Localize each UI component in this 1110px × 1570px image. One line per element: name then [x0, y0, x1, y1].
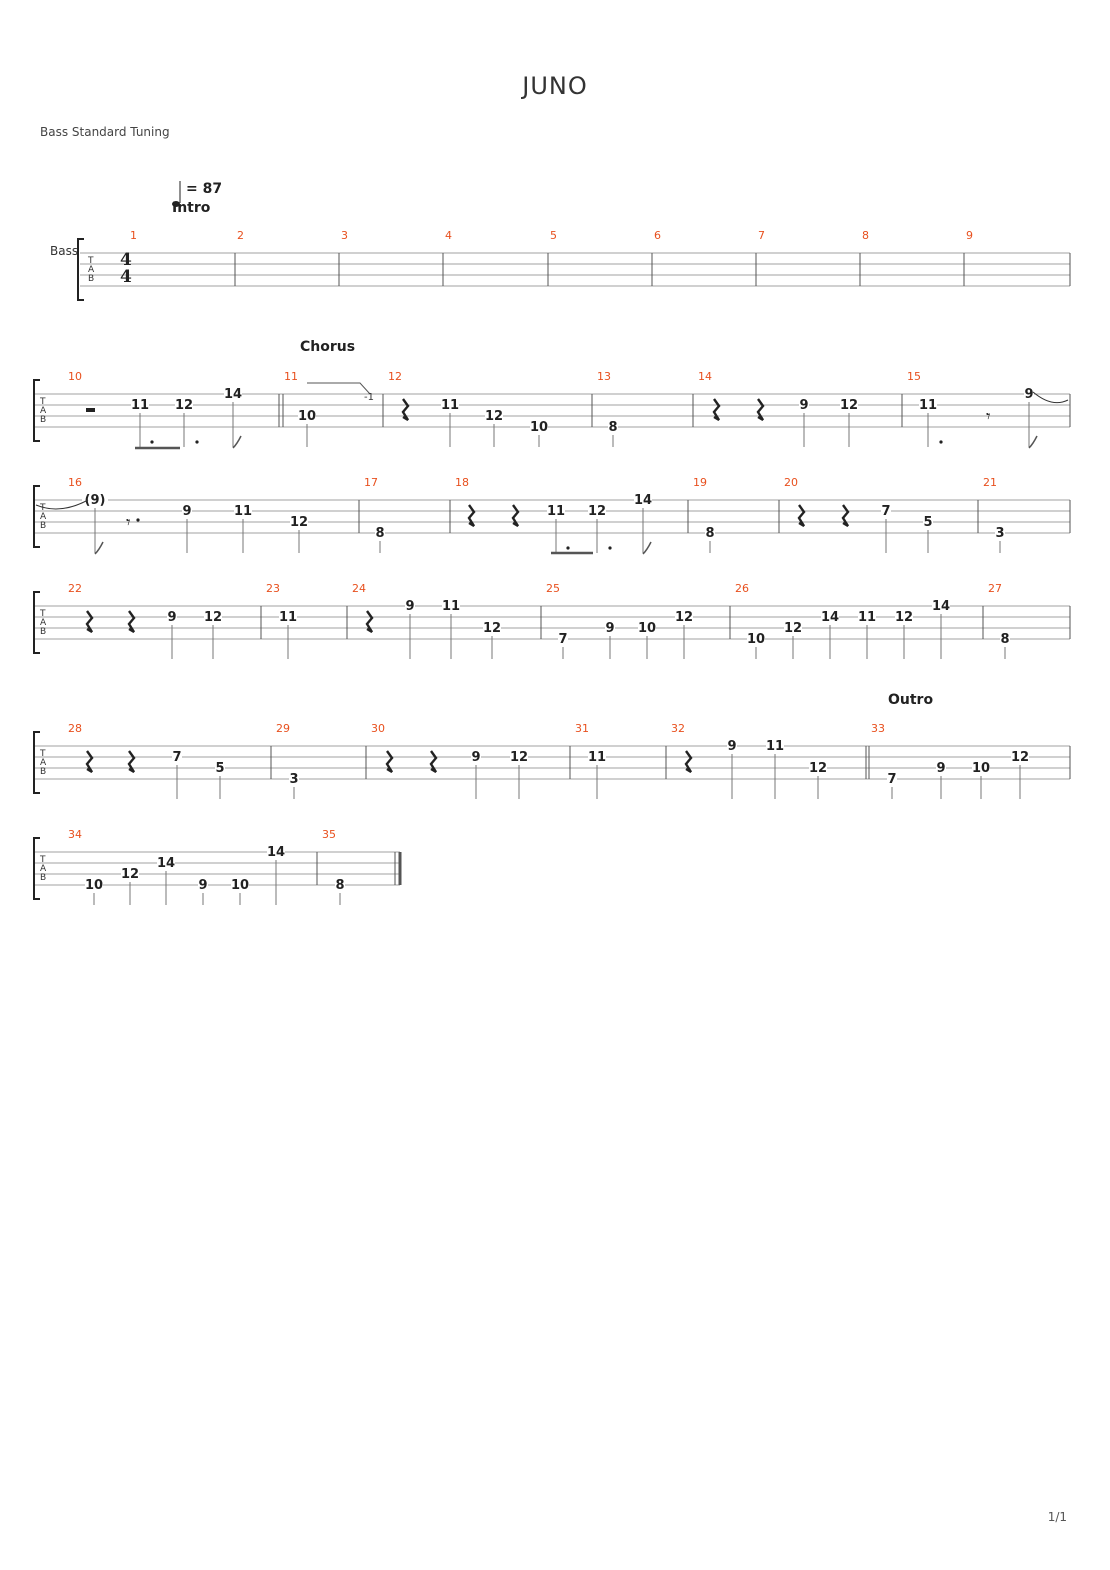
fret-number: 12 [894, 610, 914, 625]
fret-number: 11 [440, 398, 460, 413]
quarter-rest [403, 399, 408, 420]
note-flag [95, 542, 103, 554]
measure-number: 26 [735, 582, 749, 595]
score-title: JUNO [522, 72, 588, 100]
measure-number: 22 [68, 582, 82, 595]
measure-number: 18 [455, 476, 469, 489]
quarter-rest [87, 751, 92, 772]
measure-number: 35 [322, 828, 336, 841]
measure-number: 13 [597, 370, 611, 383]
note-flag [233, 436, 241, 448]
measure-number: 5 [550, 229, 557, 242]
fret-number: 12 [1010, 750, 1030, 765]
section-label-intro: Intro [172, 200, 211, 216]
rhythm-dot [195, 440, 198, 443]
tab-clef-letter: A [88, 265, 95, 275]
measure-number: 11 [284, 370, 298, 383]
fret-number: 9 [1024, 387, 1034, 402]
measure-number: 19 [693, 476, 707, 489]
fret-number: 11 [546, 504, 566, 519]
measure-number: 29 [276, 722, 290, 735]
rhythm-dot [608, 546, 611, 549]
fret-number: 12 [484, 409, 504, 424]
tab-clef-letter: B [88, 274, 95, 284]
fret-number: 5 [923, 515, 933, 530]
tab-clef-letter: A [40, 512, 47, 522]
fret-number: 9 [182, 504, 192, 519]
fret-number: 12 [289, 515, 309, 530]
tab-clef-letter: A [40, 758, 47, 768]
fret-number: 12 [839, 398, 859, 413]
rhythm-dot [150, 440, 153, 443]
fret-number: 9 [605, 621, 615, 636]
quarter-rest [714, 399, 719, 420]
fret-number: 8 [1000, 632, 1010, 647]
fret-number: 8 [705, 526, 715, 541]
fret-number: 8 [608, 420, 618, 435]
measure-number: 8 [862, 229, 869, 242]
note-flag [643, 542, 651, 554]
time-signature-top: 4 [120, 250, 132, 270]
fret-number: 12 [783, 621, 803, 636]
rhythm-dot [939, 440, 942, 443]
quarter-rest [469, 505, 474, 526]
fret-number: 9 [167, 610, 177, 625]
fret-number: 12 [203, 610, 223, 625]
fret-number: 12 [174, 398, 194, 413]
bend-line [307, 383, 370, 394]
measure-number: 30 [371, 722, 385, 735]
time-signature-bottom: 4 [120, 267, 132, 287]
fret-number: 3 [289, 772, 299, 787]
tab-clef-letter: A [40, 406, 47, 416]
fret-number: 11 [587, 750, 607, 765]
fret-number: 10 [746, 632, 766, 647]
page-number: 1/1 [1047, 1510, 1067, 1524]
fret-number: 11 [765, 739, 785, 754]
fret-number: 9 [799, 398, 809, 413]
tab-clef-letter: T [40, 397, 46, 407]
fret-number: 10 [971, 761, 991, 776]
measure-number: 28 [68, 722, 82, 735]
fret-number: 10 [637, 621, 657, 636]
tab-clef-letter: T [40, 503, 46, 513]
fret-number: 12 [509, 750, 529, 765]
quarter-rest [129, 751, 134, 772]
tempo-marking: = 87 [186, 181, 223, 197]
quarter-rest [758, 399, 763, 420]
fret-number: 12 [120, 867, 140, 882]
measure-number: 21 [983, 476, 997, 489]
tab-clef-letter: A [40, 618, 47, 628]
section-label-chorus: Chorus [300, 339, 356, 355]
fret-number: 11 [918, 398, 938, 413]
fret-number: 11 [441, 599, 461, 614]
tab-clef-letter: A [40, 864, 47, 874]
fret-number: 10 [84, 878, 104, 893]
quarter-rest [87, 611, 92, 632]
fret-number: 12 [808, 761, 828, 776]
fret-number: 7 [881, 504, 891, 519]
measure-number: 6 [654, 229, 661, 242]
fret-number: 14 [633, 493, 653, 508]
quarter-rest [367, 611, 372, 632]
fret-number: 5 [215, 761, 225, 776]
fret-number: 9 [727, 739, 737, 754]
fret-number: 10 [529, 420, 549, 435]
system-bracket [78, 239, 84, 300]
measure-number: 12 [388, 370, 402, 383]
measure-number: 17 [364, 476, 378, 489]
measure-number: 32 [671, 722, 685, 735]
measure-number: 1 [130, 229, 137, 242]
tab-clef-letter: T [40, 609, 46, 619]
fret-number: 8 [335, 878, 345, 893]
rhythm-dot [566, 546, 569, 549]
fret-number: 14 [931, 599, 951, 614]
measure-number: 24 [352, 582, 366, 595]
eighth-rest: 𝄾 [986, 407, 991, 427]
fret-number: 14 [223, 387, 243, 402]
fret-number: 9 [405, 599, 415, 614]
measure-number: 16 [68, 476, 82, 489]
measure-number: 33 [871, 722, 885, 735]
measure-number: 7 [758, 229, 765, 242]
fret-number: 7 [558, 632, 568, 647]
measure-number: 31 [575, 722, 589, 735]
section-label-outro: Outro [888, 692, 934, 708]
fret-number: 7 [172, 750, 182, 765]
measure-number: 25 [546, 582, 560, 595]
measure-number: 4 [445, 229, 452, 242]
measure-number: 2 [237, 229, 244, 242]
fret-number: 9 [198, 878, 208, 893]
tab-clef-letter: B [40, 873, 47, 883]
measure-number: 27 [988, 582, 1002, 595]
tab-clef-letter: T [40, 749, 46, 759]
measure-number: 23 [266, 582, 280, 595]
measure-number: 3 [341, 229, 348, 242]
measure-number: 14 [698, 370, 712, 383]
instrument-label: Bass [50, 244, 79, 258]
eighth-rest: 𝄾 [126, 513, 131, 533]
tab-clef-letter: T [40, 855, 46, 865]
fret-number: 11 [130, 398, 150, 413]
fret-number: 12 [482, 621, 502, 636]
tab-clef-letter: B [40, 521, 47, 531]
note-flag [1029, 436, 1037, 448]
fret-number: 12 [674, 610, 694, 625]
quarter-rest [843, 505, 848, 526]
measure-number: 15 [907, 370, 921, 383]
fret-number: 9 [471, 750, 481, 765]
fret-number: 9 [936, 761, 946, 776]
fret-number: 3 [995, 526, 1005, 541]
fret-number: 10 [297, 409, 317, 424]
bend-label: -1 [364, 392, 374, 403]
measure-number: 34 [68, 828, 82, 841]
fret-number: 12 [587, 504, 607, 519]
measure-number: 10 [68, 370, 82, 383]
measure-number: 20 [784, 476, 798, 489]
rhythm-dot [136, 518, 139, 521]
fret-number: 14 [820, 610, 840, 625]
quarter-rest [686, 751, 691, 772]
tab-clef-letter: B [40, 627, 47, 637]
tab-clef-letter: B [40, 767, 47, 777]
fret-number: 8 [375, 526, 385, 541]
quarter-rest [431, 751, 436, 772]
fret-number: 11 [857, 610, 877, 625]
fret-number: 10 [230, 878, 250, 893]
quarter-rest [513, 505, 518, 526]
fret-number: 14 [156, 856, 176, 871]
fret-number: 14 [266, 845, 286, 860]
measure-number: 9 [966, 229, 973, 242]
quarter-rest [129, 611, 134, 632]
fret-number: 7 [887, 772, 897, 787]
quarter-rest [799, 505, 804, 526]
fret-number: 11 [233, 504, 253, 519]
tuning-label: Bass Standard Tuning [40, 125, 170, 139]
tab-clef-letter: T [88, 256, 94, 266]
fret-number: 11 [278, 610, 298, 625]
quarter-rest [387, 751, 392, 772]
fret-number: (9) [84, 493, 106, 508]
half-rest [86, 408, 95, 412]
tab-clef-letter: B [40, 415, 47, 425]
